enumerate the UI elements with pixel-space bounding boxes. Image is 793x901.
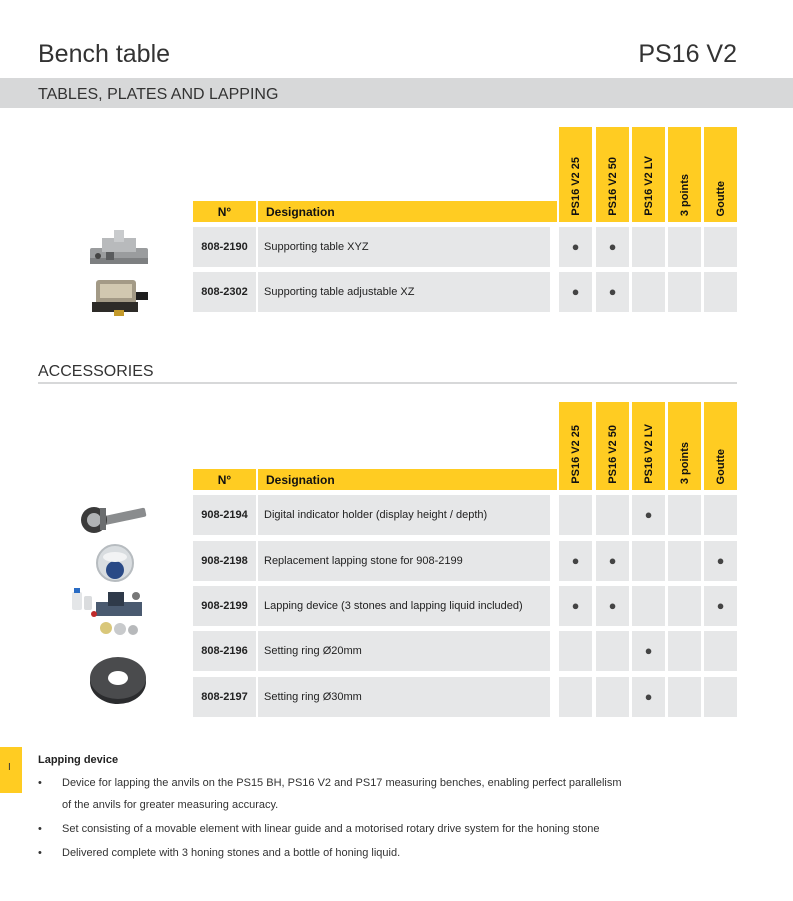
chapter-tab-label: I (8, 762, 11, 773)
compat-mark (596, 631, 629, 671)
article-number: 808-2302 (193, 272, 256, 312)
compat-mark: ● (704, 541, 737, 581)
compat-mark: ● (596, 586, 629, 626)
header-variant-goutte: Goutte (704, 127, 737, 222)
compat-mark (668, 272, 701, 312)
table-row (193, 227, 737, 267)
table-row (193, 495, 737, 535)
bullet-dot: • (38, 823, 42, 835)
chapter-tab (0, 747, 22, 793)
supporting-table-xz-image (90, 274, 152, 319)
header-variant-goutte: Goutte (704, 402, 737, 490)
compat-mark (704, 227, 737, 267)
compat-mark: ● (559, 227, 592, 267)
section-band-tables (0, 78, 793, 108)
page-title: Bench table (38, 40, 171, 68)
section-heading-tables: TABLES, PLATES AND LAPPING (38, 86, 279, 103)
compat-mark (668, 586, 701, 626)
product-model: PS16 V2 (638, 40, 737, 68)
bullet-text: of the anvils for greater measuring accuracy. (62, 799, 279, 811)
compat-mark (632, 227, 665, 267)
article-number: 908-2199 (193, 586, 256, 626)
table-row (193, 272, 737, 312)
article-number: 808-2190 (193, 227, 256, 267)
compat-mark (559, 677, 592, 717)
compat-mark (559, 631, 592, 671)
header-variant-lv: PS16 V2 LV (632, 402, 665, 490)
compat-mark: ● (704, 586, 737, 626)
bullet-dot: • (38, 777, 42, 789)
article-designation: Digital indicator holder (display height / depth) (258, 495, 550, 535)
header-variant-lv: PS16 V2 LV (632, 127, 665, 222)
bullet-text: Set consisting of a movable element with linear guide and a motorised rotary drive system for the honing stone (62, 823, 600, 835)
bullet-dot: • (38, 847, 42, 859)
header-variant-25: PS16 V2 25 (559, 402, 592, 490)
compat-mark (704, 495, 737, 535)
compat-mark (668, 227, 701, 267)
table-row (193, 631, 737, 671)
compat-mark (668, 495, 701, 535)
compat-mark (596, 677, 629, 717)
article-designation: Supporting table adjustable XZ (258, 272, 550, 312)
compat-mark: ● (596, 272, 629, 312)
header-variant-3points: 3 points (668, 127, 701, 222)
compat-mark: ● (632, 495, 665, 535)
article-designation: Setting ring Ø20mm (258, 631, 550, 671)
compat-mark: ● (596, 227, 629, 267)
article-designation: Supporting table XYZ (258, 227, 550, 267)
article-number: 908-2198 (193, 541, 256, 581)
compat-mark (668, 541, 701, 581)
header-variant-50: PS16 V2 50 (596, 402, 629, 490)
compat-mark: ● (632, 631, 665, 671)
compat-mark (632, 541, 665, 581)
header-designation: Designation (258, 469, 557, 490)
compat-mark: ● (559, 541, 592, 581)
header-variant-50: PS16 V2 50 (596, 127, 629, 222)
table-row (193, 586, 737, 626)
compat-mark: ● (632, 677, 665, 717)
table-row (193, 541, 737, 581)
compat-mark: ● (559, 272, 592, 312)
table-row (193, 677, 737, 717)
bullet-text: Delivered complete with 3 honing stones and a bottle of honing liquid. (62, 847, 401, 859)
setting-ring-image (88, 654, 148, 706)
section-divider (38, 382, 737, 384)
article-designation: Setting ring Ø30mm (258, 677, 550, 717)
compat-mark (704, 272, 737, 312)
compat-mark: ● (596, 541, 629, 581)
lapping-device-image (66, 584, 158, 638)
section-heading-accessories: ACCESSORIES (38, 363, 154, 380)
compat-mark: ● (559, 586, 592, 626)
header-number: N° (193, 201, 256, 222)
header-variant-3points: 3 points (668, 402, 701, 490)
compat-mark (559, 495, 592, 535)
compat-mark (596, 495, 629, 535)
article-number: 808-2196 (193, 631, 256, 671)
bullet-text: Device for lapping the anvils on the PS15 BH, PS16 V2 and PS17 measuring benches, enabling perfect parallelism (62, 777, 622, 789)
compat-mark (704, 677, 737, 717)
supporting-table-xyz-image (84, 228, 156, 273)
article-number: 808-2197 (193, 677, 256, 717)
compat-mark (632, 586, 665, 626)
header-designation: Designation (258, 201, 557, 222)
notes-title: Lapping device (38, 754, 119, 766)
article-number: 908-2194 (193, 495, 256, 535)
compat-mark (668, 631, 701, 671)
compat-mark (704, 631, 737, 671)
indicator-holder-image (78, 500, 150, 536)
article-designation: Lapping device (3 stones and lapping liquid included) (258, 586, 550, 626)
lapping-stone-image (93, 543, 137, 583)
compat-mark (668, 677, 701, 717)
article-designation: Replacement lapping stone for 908-2199 (258, 541, 550, 581)
header-variant-25: PS16 V2 25 (559, 127, 592, 222)
compat-mark (632, 272, 665, 312)
header-number: N° (193, 469, 256, 490)
